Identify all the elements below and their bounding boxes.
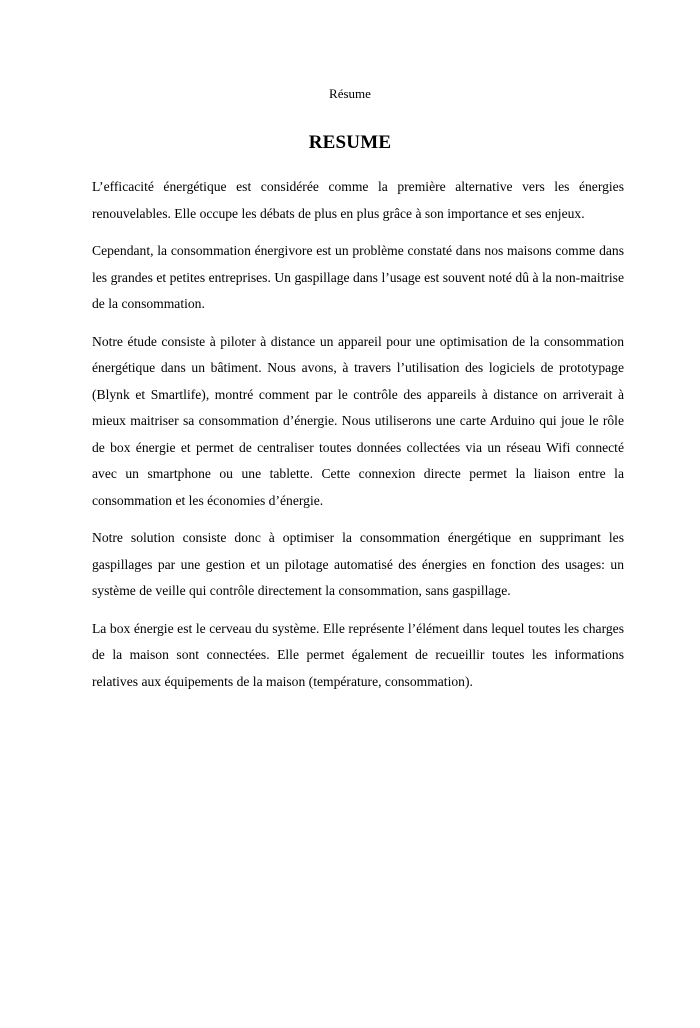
- paragraph-4: Notre solution consiste donc à optimiser la consommation énergétique en supprimant les gaspillages par une gestion et un pilotage automatisé des énergies en fonction des usages: un système de veille qui contrôle directement la consommation, sans gaspillage.: [92, 530, 624, 598]
- running-header: Résume: [329, 86, 371, 101]
- paragraph-2: Cependant, la consommation énergivore est un problème constaté dans nos maisons comme dans les grandes et petites entreprises. Un gaspillage dans l’usage est souvent noté dû à la non-maitrise de la consommation.: [92, 243, 624, 311]
- paragraph-1: L’efficacité énergétique est considérée comme la première alternative vers les énergies renouvelables. Elle occupe les débats de plus en plus grâce à son importance et ses enjeux.: [92, 179, 624, 221]
- abstract-body: [92, 174, 624, 706]
- paragraph-5: La box énergie est le cerveau du système. Elle représente l’élément dans lequel toutes les charges de la maison sont connectées. Elle permet également de recueillir toutes les informations relatives aux équipements de la maison (température, consommation).: [92, 620, 624, 689]
- paragraph-3: Notre étude consiste à piloter à distance un appareil pour une optimisation de la consommation énergétique dans un bâtiment. Nous avons, à travers l’utilisation des logiciels de prototypage (Blynk et Smartlife), montré comment par le contrôle des appareils à distance on arriverait à mieux maitriser sa consommation d’énergie. Nous utiliserons une carte Arduino qui joue le rôle de box énergie et permet de centraliser toutes données collectées via un réseau Wifi connecté avec un smartphone ou une tablette. Cette connexion directe permet la liaison entre la consommation et les économies d’énergie.: [92, 333, 624, 508]
- page-title: RESUME: [308, 132, 392, 153]
